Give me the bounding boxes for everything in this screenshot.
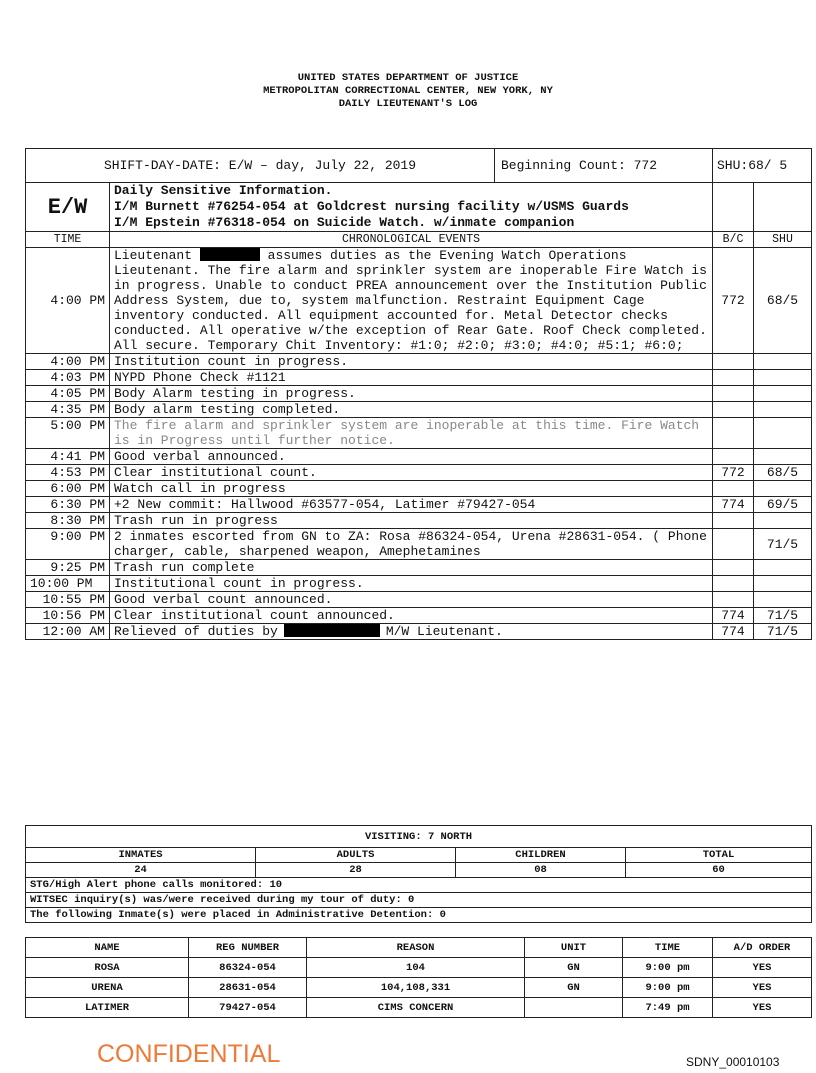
header-log-title: DAILY LIEUTENANT'S LOG	[338, 98, 478, 110]
entry-bc	[713, 481, 754, 497]
entry-bc	[713, 592, 754, 608]
detention-header: REG NUMBER	[189, 938, 307, 958]
entry-time: 4:00 PM	[26, 248, 110, 354]
detention-name: LATIMER	[26, 998, 189, 1018]
detention-ad-order: YES	[713, 978, 812, 998]
detention-reason: 104	[307, 958, 525, 978]
col-header-bc: B/C	[713, 232, 754, 248]
visiting-inmates: 24	[26, 863, 256, 878]
bates-number: SDNY_00010103	[686, 1055, 780, 1069]
log-entry	[26, 608, 812, 624]
log-entry	[26, 418, 812, 449]
detention-row	[26, 998, 812, 1018]
empty-cell	[754, 183, 812, 232]
detention-time: 9:00 pm	[623, 978, 713, 998]
entry-event: Institution count in progress.	[110, 354, 713, 370]
entry-shu	[754, 449, 812, 465]
detention-ad-order: YES	[713, 958, 812, 978]
redaction-bar	[200, 248, 260, 261]
log-entry	[26, 497, 812, 513]
empty-cell	[713, 183, 754, 232]
entry-bc: 774	[713, 624, 754, 640]
entry-event-post: M/W Lieutenant.	[385, 624, 503, 639]
detention-time: 7:49 pm	[623, 998, 713, 1018]
entry-shu	[754, 354, 812, 370]
log-entry	[26, 354, 812, 370]
beginning-count: Beginning Count: 772	[495, 149, 713, 183]
entry-event: Good verbal count announced.	[110, 592, 713, 608]
col-header-shu: SHU	[754, 232, 812, 248]
document-header	[0, 72, 816, 111]
header-facility: METROPOLITAN CORRECTIONAL CENTER, NEW YORK, NY	[263, 85, 553, 97]
entry-time: 4:35 PM	[26, 402, 110, 418]
log-entry	[26, 386, 812, 402]
entry-time: 9:00 PM	[26, 529, 110, 560]
entry-shu: 71/5	[754, 608, 812, 624]
admin-detention-line: The following Inmate(s) were placed in Administrative Detention: 0	[26, 908, 812, 923]
entry-shu	[754, 576, 812, 592]
detention-name: URENA	[26, 978, 189, 998]
entry-time: 6:30 PM	[26, 497, 110, 513]
entry-time: 4:03 PM	[26, 370, 110, 386]
log-entry	[26, 529, 812, 560]
entry-event: 2 inmates escorted from GN to ZA: Rosa #86324-054, Urena #28631-054. ( Phone charger, cable, sharpened weapon, Amephetamines	[110, 529, 713, 560]
entry-event: Clear institutional count.	[110, 465, 713, 481]
entry-shu	[754, 402, 812, 418]
entry-event: Trash run complete	[110, 560, 713, 576]
daily-sensitive-information	[110, 183, 713, 232]
log-entry	[26, 370, 812, 386]
entry-event: Good verbal announced.	[110, 449, 713, 465]
admin-detention-table	[25, 937, 812, 1018]
entry-time: 12:00 AM	[26, 624, 110, 640]
visiting-table	[25, 825, 812, 923]
entry-shu: 69/5	[754, 497, 812, 513]
shift-code: E/W	[26, 183, 110, 232]
entry-event: Clear institutional count announced.	[110, 608, 713, 624]
entry-event: Trash run in progress	[110, 513, 713, 529]
detention-reg-number: 79427-054	[189, 998, 307, 1018]
entry-event	[110, 248, 713, 354]
entry-time: 10:56 PM	[26, 608, 110, 624]
header-agency: UNITED STATES DEPARTMENT OF JUSTICE	[297, 72, 519, 84]
entry-bc	[713, 354, 754, 370]
log-entry	[26, 513, 812, 529]
entry-bc	[713, 449, 754, 465]
entry-bc	[713, 513, 754, 529]
log-entry	[26, 624, 812, 640]
entry-shu: 68/5	[754, 248, 812, 354]
entry-time: 4:00 PM	[26, 354, 110, 370]
stg-calls-line: STG/High Alert phone calls monitored: 10	[26, 878, 812, 893]
visiting-adults: 28	[256, 863, 456, 878]
entry-event-pre: Lieutenant	[114, 248, 193, 263]
entry-shu	[754, 370, 812, 386]
entry-time: 6:00 PM	[26, 481, 110, 497]
detention-time: 9:00 pm	[623, 958, 713, 978]
entry-shu	[754, 513, 812, 529]
entry-event	[110, 624, 713, 640]
entry-time: 10:55 PM	[26, 592, 110, 608]
entry-event-post: assumes duties as the Evening Watch Operations Lieutenant. The fire alarm and sprinkler system are inoperable Fire Watch is in progress. Unable to conduct PREA announcement over the Institution Public Address System, due to, system malfunction. Restraint Equipment Cage inventory conducted. All equipment accounted for. Metal Detector checks conducted. All operative w/the exception of Rear Gate. Roof Check completed. All secure. Temporary Chit Inventory: #1:0; #2:0; #3:0; #4:0; #5:1; #6:0;	[114, 248, 707, 353]
entry-event: +2 New commit: Hallwood #63577-054, Latimer #79427-054	[110, 497, 713, 513]
witsec-line: WITSEC inquiry(s) was/were received during my tour of duty: 0	[26, 893, 812, 908]
entry-bc	[713, 560, 754, 576]
entry-event: NYPD Phone Check #1121	[110, 370, 713, 386]
detention-reg-number: 86324-054	[189, 958, 307, 978]
detention-header: NAME	[26, 938, 189, 958]
entry-bc	[713, 402, 754, 418]
sensitive-line: Daily Sensitive Information.	[114, 183, 333, 198]
entry-bc	[713, 576, 754, 592]
detention-unit: GN	[525, 978, 623, 998]
shift-day-date: SHIFT-DAY-DATE: E/W – day, July 22, 2019	[26, 149, 495, 183]
visiting-header: ADULTS	[256, 848, 456, 863]
log-entry	[26, 449, 812, 465]
visiting-children: 08	[456, 863, 626, 878]
detention-ad-order: YES	[713, 998, 812, 1018]
visiting-header: CHILDREN	[456, 848, 626, 863]
entry-time: 5:00 PM	[26, 418, 110, 449]
entry-shu: 71/5	[754, 529, 812, 560]
visiting-header: INMATES	[26, 848, 256, 863]
entry-bc: 774	[713, 497, 754, 513]
shu-count: SHU:68/ 5	[713, 149, 812, 183]
confidential-stamp: CONFIDENTIAL	[97, 1040, 281, 1068]
entry-time: 9:25 PM	[26, 560, 110, 576]
visiting-total: 60	[626, 863, 812, 878]
detention-header: UNIT	[525, 938, 623, 958]
detention-unit: GN	[525, 958, 623, 978]
detention-reg-number: 28631-054	[189, 978, 307, 998]
sensitive-line: I/M Burnett #76254-054 at Goldcrest nursing facility w/USMS Guards	[114, 199, 629, 214]
col-header-time: TIME	[26, 232, 110, 248]
entry-event-pre: Relieved of duties by	[114, 624, 278, 639]
detention-name: ROSA	[26, 958, 189, 978]
entry-event: Watch call in progress	[110, 481, 713, 497]
log-entry	[26, 465, 812, 481]
entry-bc	[713, 529, 754, 560]
log-entry	[26, 481, 812, 497]
entry-time: 4:41 PM	[26, 449, 110, 465]
entry-time: 10:00 PM	[26, 576, 110, 592]
detention-row	[26, 978, 812, 998]
entry-time: 8:30 PM	[26, 513, 110, 529]
entry-shu: 71/5	[754, 624, 812, 640]
log-entry	[26, 592, 812, 608]
entry-bc: 772	[713, 465, 754, 481]
detention-reason: CIMS CONCERN	[307, 998, 525, 1018]
entry-shu	[754, 592, 812, 608]
entry-bc	[713, 418, 754, 449]
lieutenant-log-table	[25, 148, 812, 640]
entry-event: Body alarm testing completed.	[110, 402, 713, 418]
visiting-header: TOTAL	[626, 848, 812, 863]
detention-unit	[525, 998, 623, 1018]
entry-bc: 774	[713, 608, 754, 624]
detention-reason: 104,108,331	[307, 978, 525, 998]
entry-bc: 772	[713, 248, 754, 354]
log-entry	[26, 576, 812, 592]
entry-time: 4:53 PM	[26, 465, 110, 481]
entry-bc	[713, 370, 754, 386]
col-header-events: CHRONOLOGICAL EVENTS	[110, 232, 713, 248]
detention-header: TIME	[623, 938, 713, 958]
entry-time: 4:05 PM	[26, 386, 110, 402]
detention-header: REASON	[307, 938, 525, 958]
entry-shu	[754, 560, 812, 576]
entry-shu: 68/5	[754, 465, 812, 481]
sensitive-line: I/M Epstein #76318-054 on Suicide Watch. w/inmate companion	[114, 215, 575, 230]
entry-event: The fire alarm and sprinkler system are inoperable at this time. Fire Watch is in Progress until further notice.	[110, 418, 713, 449]
redaction-bar	[284, 624, 380, 637]
entry-event: Body Alarm testing in progress.	[110, 386, 713, 402]
detention-header: A/D ORDER	[713, 938, 812, 958]
entry-event: Institutional count in progress.	[110, 576, 713, 592]
entry-bc	[713, 386, 754, 402]
log-entry	[26, 560, 812, 576]
entry-shu	[754, 418, 812, 449]
visiting-title: VISITING: 7 NORTH	[26, 826, 812, 848]
entry-shu	[754, 386, 812, 402]
log-entry	[26, 248, 812, 354]
entry-shu	[754, 481, 812, 497]
log-entry	[26, 402, 812, 418]
detention-row	[26, 958, 812, 978]
